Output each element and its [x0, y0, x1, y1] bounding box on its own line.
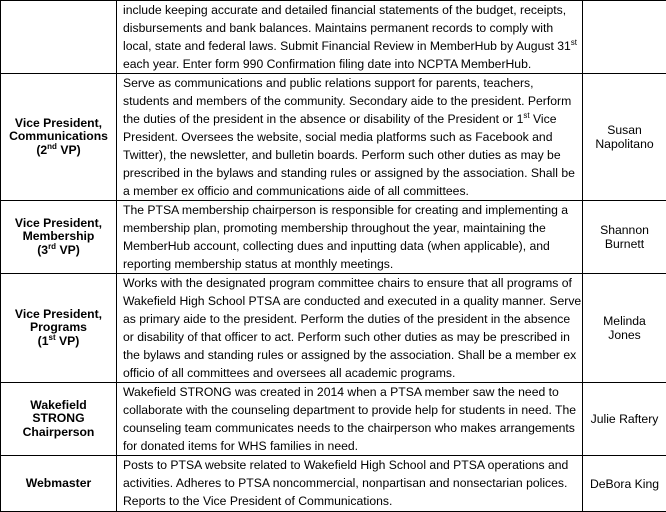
description-text [123, 456, 582, 510]
description-cell [117, 201, 583, 274]
role-text: Vice President, [15, 116, 102, 130]
role-line [1, 477, 116, 491]
role-superscript: st [49, 333, 56, 342]
role-line [1, 244, 116, 258]
person-cell [583, 274, 666, 383]
role-text: (3 [37, 243, 48, 257]
role-text: (2 [36, 143, 47, 157]
role-line [1, 117, 116, 131]
description-segment: include keeping accurate and detailed financial statements of the budget, receipts, disbursements and bank balances. Maintains permanent records to comply with local, state and federal laws. Submit Financial Review in MemberHub by August 31 [123, 3, 571, 53]
role-text-suffix: VP) [57, 143, 81, 157]
person-name-line: Shannon [583, 223, 666, 237]
role-cell [1, 201, 117, 274]
description-text [123, 383, 582, 455]
table-row [1, 274, 666, 383]
description-segment: Vice President. Oversees the website, social media platforms such as Facebook and Twitter), the newsletter, and bulletin boards. Perform such other duties as may be prescribed in the bylaws and standing rules or assigned by the association. Shall be a member ex officio and communications aide of all committees. [123, 112, 575, 198]
description-text [123, 201, 582, 273]
person-cell [583, 456, 666, 512]
description-cell [117, 456, 583, 512]
role-text: (1 [38, 334, 49, 348]
person-name [583, 223, 666, 251]
table-row [1, 74, 666, 201]
role-line [1, 335, 116, 349]
role-text: Vice President, [15, 216, 102, 230]
person-name-line: Napolitano [583, 137, 666, 151]
role-line [1, 412, 116, 426]
role-line [1, 144, 116, 158]
role-line [1, 321, 116, 335]
role-text: Chairperson [23, 425, 95, 439]
person-name-line: Jones [583, 328, 666, 342]
description-segment: Posts to PTSA website related to Wakefield High School and PTSA operations and activities. Adheres to PTSA noncommercial, nonpartisan and nonsectarian polices. Reports to the Vice President of Communications. [123, 458, 568, 508]
role-text-suffix: VP) [56, 243, 80, 257]
description-text [123, 74, 582, 200]
person-cell [583, 383, 666, 456]
person-cell [583, 74, 666, 201]
role-cell [1, 456, 117, 512]
person-cell [583, 1, 666, 74]
description-segment: each year. Enter form 990 Confirmation filing date into NCPTA MemberHub. [123, 57, 531, 71]
description-superscript: st [523, 111, 529, 120]
roles-table-body [1, 1, 666, 512]
role-line [1, 217, 116, 231]
person-name-line: Susan [583, 123, 666, 137]
description-segment: Serve as communications and public relations support for parents, teachers, students and members of the community. Secondary aide to the president. Perform the duties of the president in the absence or disability of the President or 1 [123, 76, 571, 126]
table-row [1, 1, 666, 74]
description-text [123, 1, 582, 73]
description-cell [117, 1, 583, 74]
role-text-suffix: VP) [56, 334, 80, 348]
description-segment: Wakefield STRONG was created in 2014 when a PTSA member saw the need to collaborate with the counseling department to provide help for students in need. The counseling team communicates needs to the chairperson who makes arrangements for donated items for WHS families in need. [123, 385, 576, 453]
table-row [1, 456, 666, 512]
person-name [583, 314, 666, 342]
role-text: Vice President, [15, 307, 102, 321]
role-cell [1, 383, 117, 456]
table-row [1, 383, 666, 456]
description-cell [117, 274, 583, 383]
role-text: Communications [9, 129, 108, 143]
role-line [1, 399, 116, 413]
role-line [1, 308, 116, 322]
role-text: STRONG [32, 411, 84, 425]
role-text: Wakefield [30, 398, 86, 412]
person-name [583, 123, 666, 151]
role-text: Membership [23, 229, 95, 243]
role-cell [1, 74, 117, 201]
description-superscript: st [571, 38, 577, 47]
person-name: Julie Raftery [591, 412, 659, 426]
role-line [1, 230, 116, 244]
role-cell [1, 274, 117, 383]
role-superscript: rd [48, 242, 56, 251]
person-name: DeBora King [590, 477, 659, 491]
description-segment: Works with the designated program committee chairs to ensure that all programs of Wakefield High School PTSA are conducted and executed in a quality manner. Serve as primary aide to the president. Perform the duties of the president in the absence or disability of that officer to act. Perform such other duties as may be prescribed in the bylaws and standing rules or assigned by the association. Shall be a member ex officio of all committees and oversees all academic programs. [123, 276, 581, 380]
description-text [123, 274, 582, 382]
table-row [1, 201, 666, 274]
description-cell [117, 74, 583, 201]
role-cell [1, 1, 117, 74]
role-line [1, 130, 116, 144]
description-segment: The PTSA membership chairperson is responsible for creating and implementing a membership plan, promoting membership throughout the year, maintaining the MemberHub account, collecting dues and inputting data (when applicable), and reporting membership status at monthly meetings. [123, 203, 568, 271]
role-text: Programs [30, 320, 87, 334]
role-line [1, 426, 116, 440]
description-cell [117, 383, 583, 456]
person-name-line: Burnett [583, 237, 666, 251]
role-superscript: nd [47, 142, 57, 151]
person-name-line: Melinda [583, 314, 666, 328]
role-text: Webmaster [26, 476, 91, 490]
person-cell [583, 201, 666, 274]
